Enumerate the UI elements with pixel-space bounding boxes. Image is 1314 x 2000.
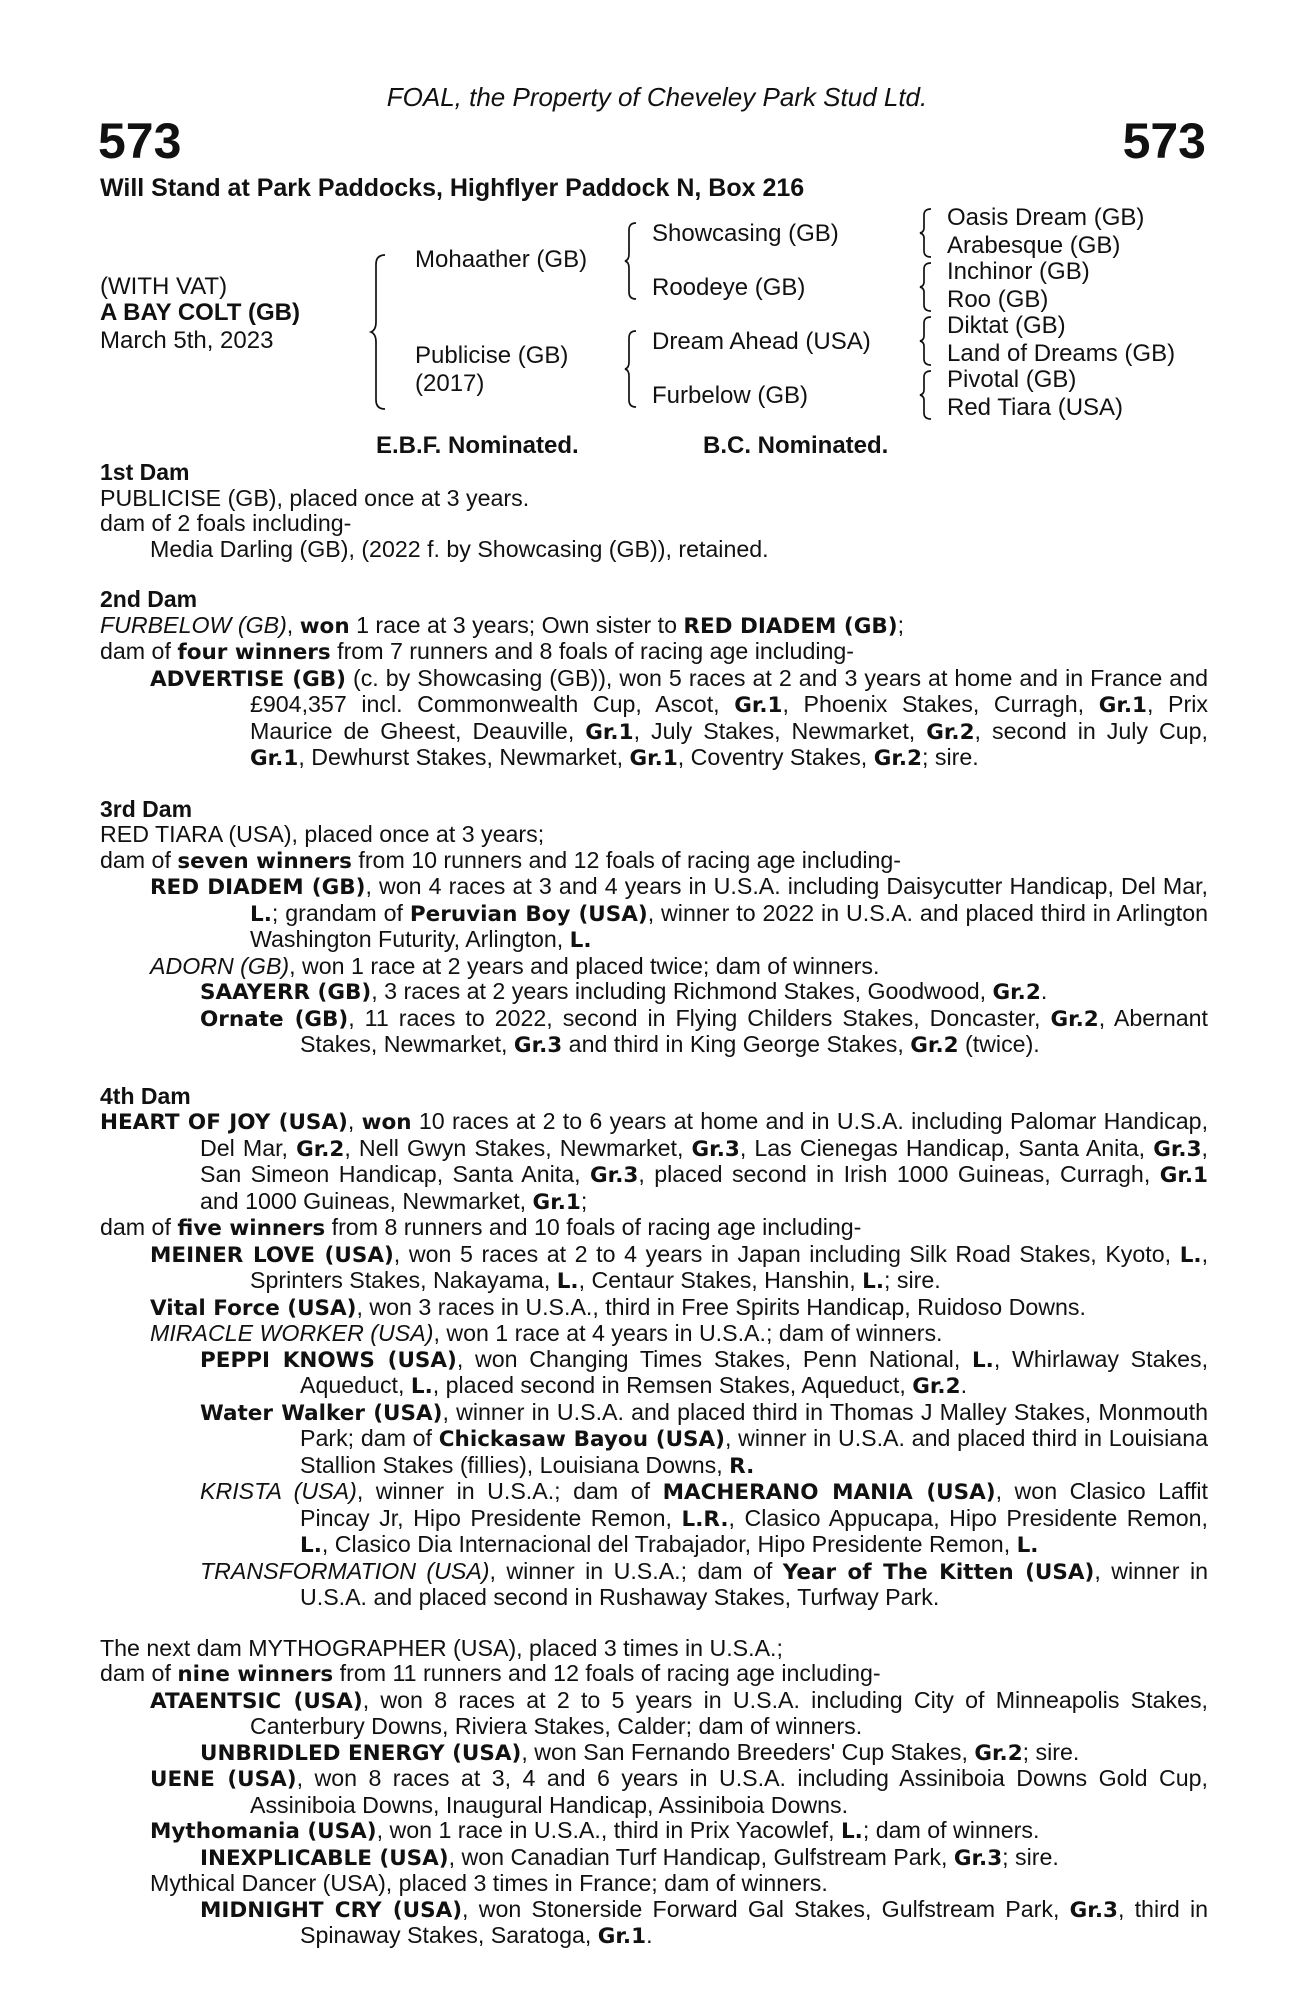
second-dam-heading: 2nd Dam bbox=[100, 586, 198, 612]
produce-water-walker: Water Walker (USA), winner in U.S.A. and placed third in Thomas J Malley Stakes, Monmouth Park; dam of Chickasaw Bayou (USA), winner in U.S.A. and placed third in Louisiana Stallion Stakes (fillies), Louisiana Downs, R. bbox=[200, 1398, 1208, 1479]
produce-midnight-cry: MIDNIGHT CRY (USA), won Stonerside Forward Gal Stakes, Gulfstream Park, Gr.3, third in Spinaway Stakes, Saratoga, Gr.1. bbox=[200, 1895, 1208, 1949]
pedigree-sd-sire: Inchinor (GB) bbox=[947, 258, 1090, 285]
pedigree-dam-year: (2017) bbox=[415, 370, 485, 397]
property-line: FOAL, the Property of Cheveley Park Stud Ltd. bbox=[386, 82, 928, 112]
bracket-gp3 bbox=[921, 316, 933, 366]
produce-uene: UENE (USA), won 8 races at 3, 4 and 6 years in U.S.A. including Assiniboia Downs Gold Cup, Assiniboia Downs, Inaugural Handicap, Assiniboia Downs. bbox=[150, 1765, 1208, 1818]
pedigree-sire-dam: Roodeye (GB) bbox=[652, 274, 806, 301]
bracket-gp2 bbox=[921, 262, 933, 312]
pedigree-dam-sire: Dream Ahead (USA) bbox=[652, 328, 871, 355]
third-dam-produce: dam of seven winners from 10 runners and 12 foals of racing age including- bbox=[100, 846, 902, 874]
produce-transformation: TRANSFORMATION (USA), winner in U.S.A.; dam of Year of The Kitten (USA), winner in U.S.A. and placed second in Rushaway Stakes, Turfway Park. bbox=[200, 1557, 1208, 1610]
third-dam-heading: 3rd Dam bbox=[100, 795, 193, 822]
produce-advertise: ADVERTISE (GB) (c. by Showcasing (GB)), won 5 races at 2 and 3 years at home and in France and £904,357 incl. Commonwealth Cup, Ascot, Gr.1, Phoenix Stakes, Curragh, Gr.1, Prix Maurice de Gheest, Deauville, Gr.1, July Stakes, Newmarket, Gr.2, second in July Cup, Gr.1, Dewhurst Stakes, Newmarket, Gr.1, Coventry Stakes, Gr.2; sire. bbox=[150, 664, 1208, 771]
pedigree-sire-sire: Showcasing (GB) bbox=[652, 220, 839, 247]
first-dam-produce: dam of 2 foals including- bbox=[100, 510, 352, 536]
next-dam-produce: dam of nine winners from 11 runners and 12 foals of racing age including- bbox=[100, 1660, 881, 1687]
produce-adorn: ADORN (GB), won 1 race at 2 years and placed twice; dam of winners. bbox=[150, 952, 880, 979]
pedigree-ss-dam: Arabesque (GB) bbox=[947, 232, 1121, 259]
produce-ataentsic: ATAENTSIC (USA), won 8 races at 2 to 5 years in U.S.A. including City of Minneapolis Stakes, Canterbury Downs, Riviera Stakes, Calder; dam of winners. bbox=[150, 1686, 1208, 1739]
next-dam-entry: The next dam MYTHOGRAPHER (USA), placed 3 times in U.S.A.; bbox=[100, 1634, 783, 1661]
bc-nomination: B.C. Nominated. bbox=[703, 432, 889, 459]
bracket-dam-parents bbox=[626, 330, 638, 408]
produce-meiner-love: MEINER LOVE (USA), won 5 races at 2 to 4 years in Japan including Silk Road Stakes, Kyoto, L., Sprinters Stakes, Nakayama, L., Centaur Stakes, Hanshin, L.; sire. bbox=[150, 1240, 1209, 1294]
lot-number-left: 573 bbox=[98, 113, 182, 169]
produce-media-darling: Media Darling (GB), (2022 f. by Showcasing (GB)), retained. bbox=[150, 535, 769, 562]
first-dam-entry: PUBLICISE (GB), placed once at 3 years. bbox=[100, 484, 530, 511]
produce-miracle-worker: MIRACLE WORKER (USA), won 1 race at 4 years in U.S.A.; dam of winners. bbox=[150, 1320, 943, 1346]
third-dam-entry: RED TIARA (USA), placed once at 3 years; bbox=[100, 821, 545, 847]
pedigree-ds-sire: Diktat (GB) bbox=[947, 312, 1066, 339]
pedigree-ss-sire: Oasis Dream (GB) bbox=[947, 204, 1145, 231]
lot-number-right: 573 bbox=[1122, 113, 1206, 169]
vat-note: (WITH VAT) bbox=[100, 273, 228, 300]
pedigree-sd-dam: Roo (GB) bbox=[947, 286, 1049, 313]
second-dam-entry: FURBELOW (GB), won 1 race at 3 years; Own sister to RED DIADEM (GB); bbox=[100, 611, 905, 639]
produce-mythical-dancer: Mythical Dancer (USA), placed 3 times in France; dam of winners. bbox=[150, 1870, 828, 1896]
stand-location: Will Stand at Park Paddocks, Highflyer Paddock N, Box 216 bbox=[100, 174, 805, 202]
produce-krista: KRISTA (USA), winner in U.S.A.; dam of MACHERANO MANIA (USA), won Clasico Laffit Pincay Jr, Hipo Presidente Remon, L.R., Clasico Appucapa, Hipo Presidente Remon, L., Clasico Dia Internacional del Trabajador, Hipo Presidente Remon, L. bbox=[200, 1478, 1209, 1558]
produce-vital-force: Vital Force (USA), won 3 races in U.S.A., third in Free Spirits Handicap, Ruidoso Downs. bbox=[150, 1293, 1086, 1321]
produce-peppi-knows: PEPPI KNOWS (USA), won Changing Times Stakes, Penn National, L., Whirlaway Stakes, Aqueduct, L., placed second in Remsen Stakes, Aqueduct, Gr.2. bbox=[200, 1345, 1209, 1399]
produce-saayerr: SAAYERR (GB), 3 races at 2 years including Richmond Stakes, Goodwood, Gr.2. bbox=[200, 978, 1048, 1005]
pedigree-dam: Publicise (GB) bbox=[415, 342, 569, 369]
bracket-sire-parents bbox=[626, 222, 638, 300]
pedigree-ds-dam: Land of Dreams (GB) bbox=[947, 340, 1176, 367]
produce-ornate: Ornate (GB), 11 races to 2022, second in Flying Childers Stakes, Doncaster, Gr.2, Abernant Stakes, Newmarket, Gr.3 and third in King George Stakes, Gr.2 (twice). bbox=[200, 1004, 1208, 1058]
fourth-dam-produce: dam of five winners from 8 runners and 10 foals of racing age including- bbox=[100, 1214, 862, 1241]
pedigree-dd-dam: Red Tiara (USA) bbox=[947, 394, 1124, 421]
pedigree-dam-dam: Furbelow (GB) bbox=[652, 382, 809, 409]
produce-mythomania: Mythomania (USA), won 1 race in U.S.A., third in Prix Yacowlef, L.; dam of winners. bbox=[150, 1817, 1040, 1844]
bracket-sire-dam bbox=[373, 254, 387, 410]
produce-inexplicable: INEXPLICABLE (USA), won Canadian Turf Handicap, Gulfstream Park, Gr.3; sire. bbox=[200, 1843, 1059, 1871]
first-dam-heading: 1st Dam bbox=[100, 459, 190, 485]
ebf-nomination: E.B.F. Nominated. bbox=[376, 432, 579, 459]
bracket-gp1 bbox=[921, 208, 933, 258]
second-dam-produce: dam of four winners from 7 runners and 8 foals of racing age including- bbox=[100, 638, 855, 665]
foaling-date: March 5th, 2023 bbox=[100, 327, 274, 354]
pedigree-sire: Mohaather (GB) bbox=[415, 246, 588, 273]
horse-description: A BAY COLT (GB) bbox=[100, 299, 301, 326]
bracket-gp4 bbox=[921, 370, 933, 420]
produce-unbridled-energy: UNBRIDLED ENERGY (USA), won San Fernando Breeders' Cup Stakes, Gr.2; sire. bbox=[200, 1738, 1080, 1766]
pedigree-dd-sire: Pivotal (GB) bbox=[947, 366, 1077, 393]
produce-red-diadem: RED DIADEM (GB), won 4 races at 3 and 4 years in U.S.A. including Daisycutter Handicap, Del Mar, L.; grandam of Peruvian Boy (USA), winner to 2022 in U.S.A. and placed third in Arlington Washington Futurity, Arlington, L. bbox=[150, 873, 1208, 953]
fourth-dam-heading: 4th Dam bbox=[100, 1082, 191, 1109]
fourth-dam-entry: HEART OF JOY (USA), won 10 races at 2 to 6 years at home and in U.S.A. including Palomar Handicap, Del Mar, Gr.2, Nell Gwyn Stakes, Newmarket, Gr.3, Las Cienegas Handicap, Santa Anita, Gr.3, San Simeon Handicap, Santa Anita, Gr.3, placed second in Irish 1000 Guineas, Curragh, Gr.1 and 1000 Guineas, Newmarket, Gr.1; bbox=[100, 1108, 1209, 1215]
catalogue-body bbox=[100, 460, 1208, 1950]
